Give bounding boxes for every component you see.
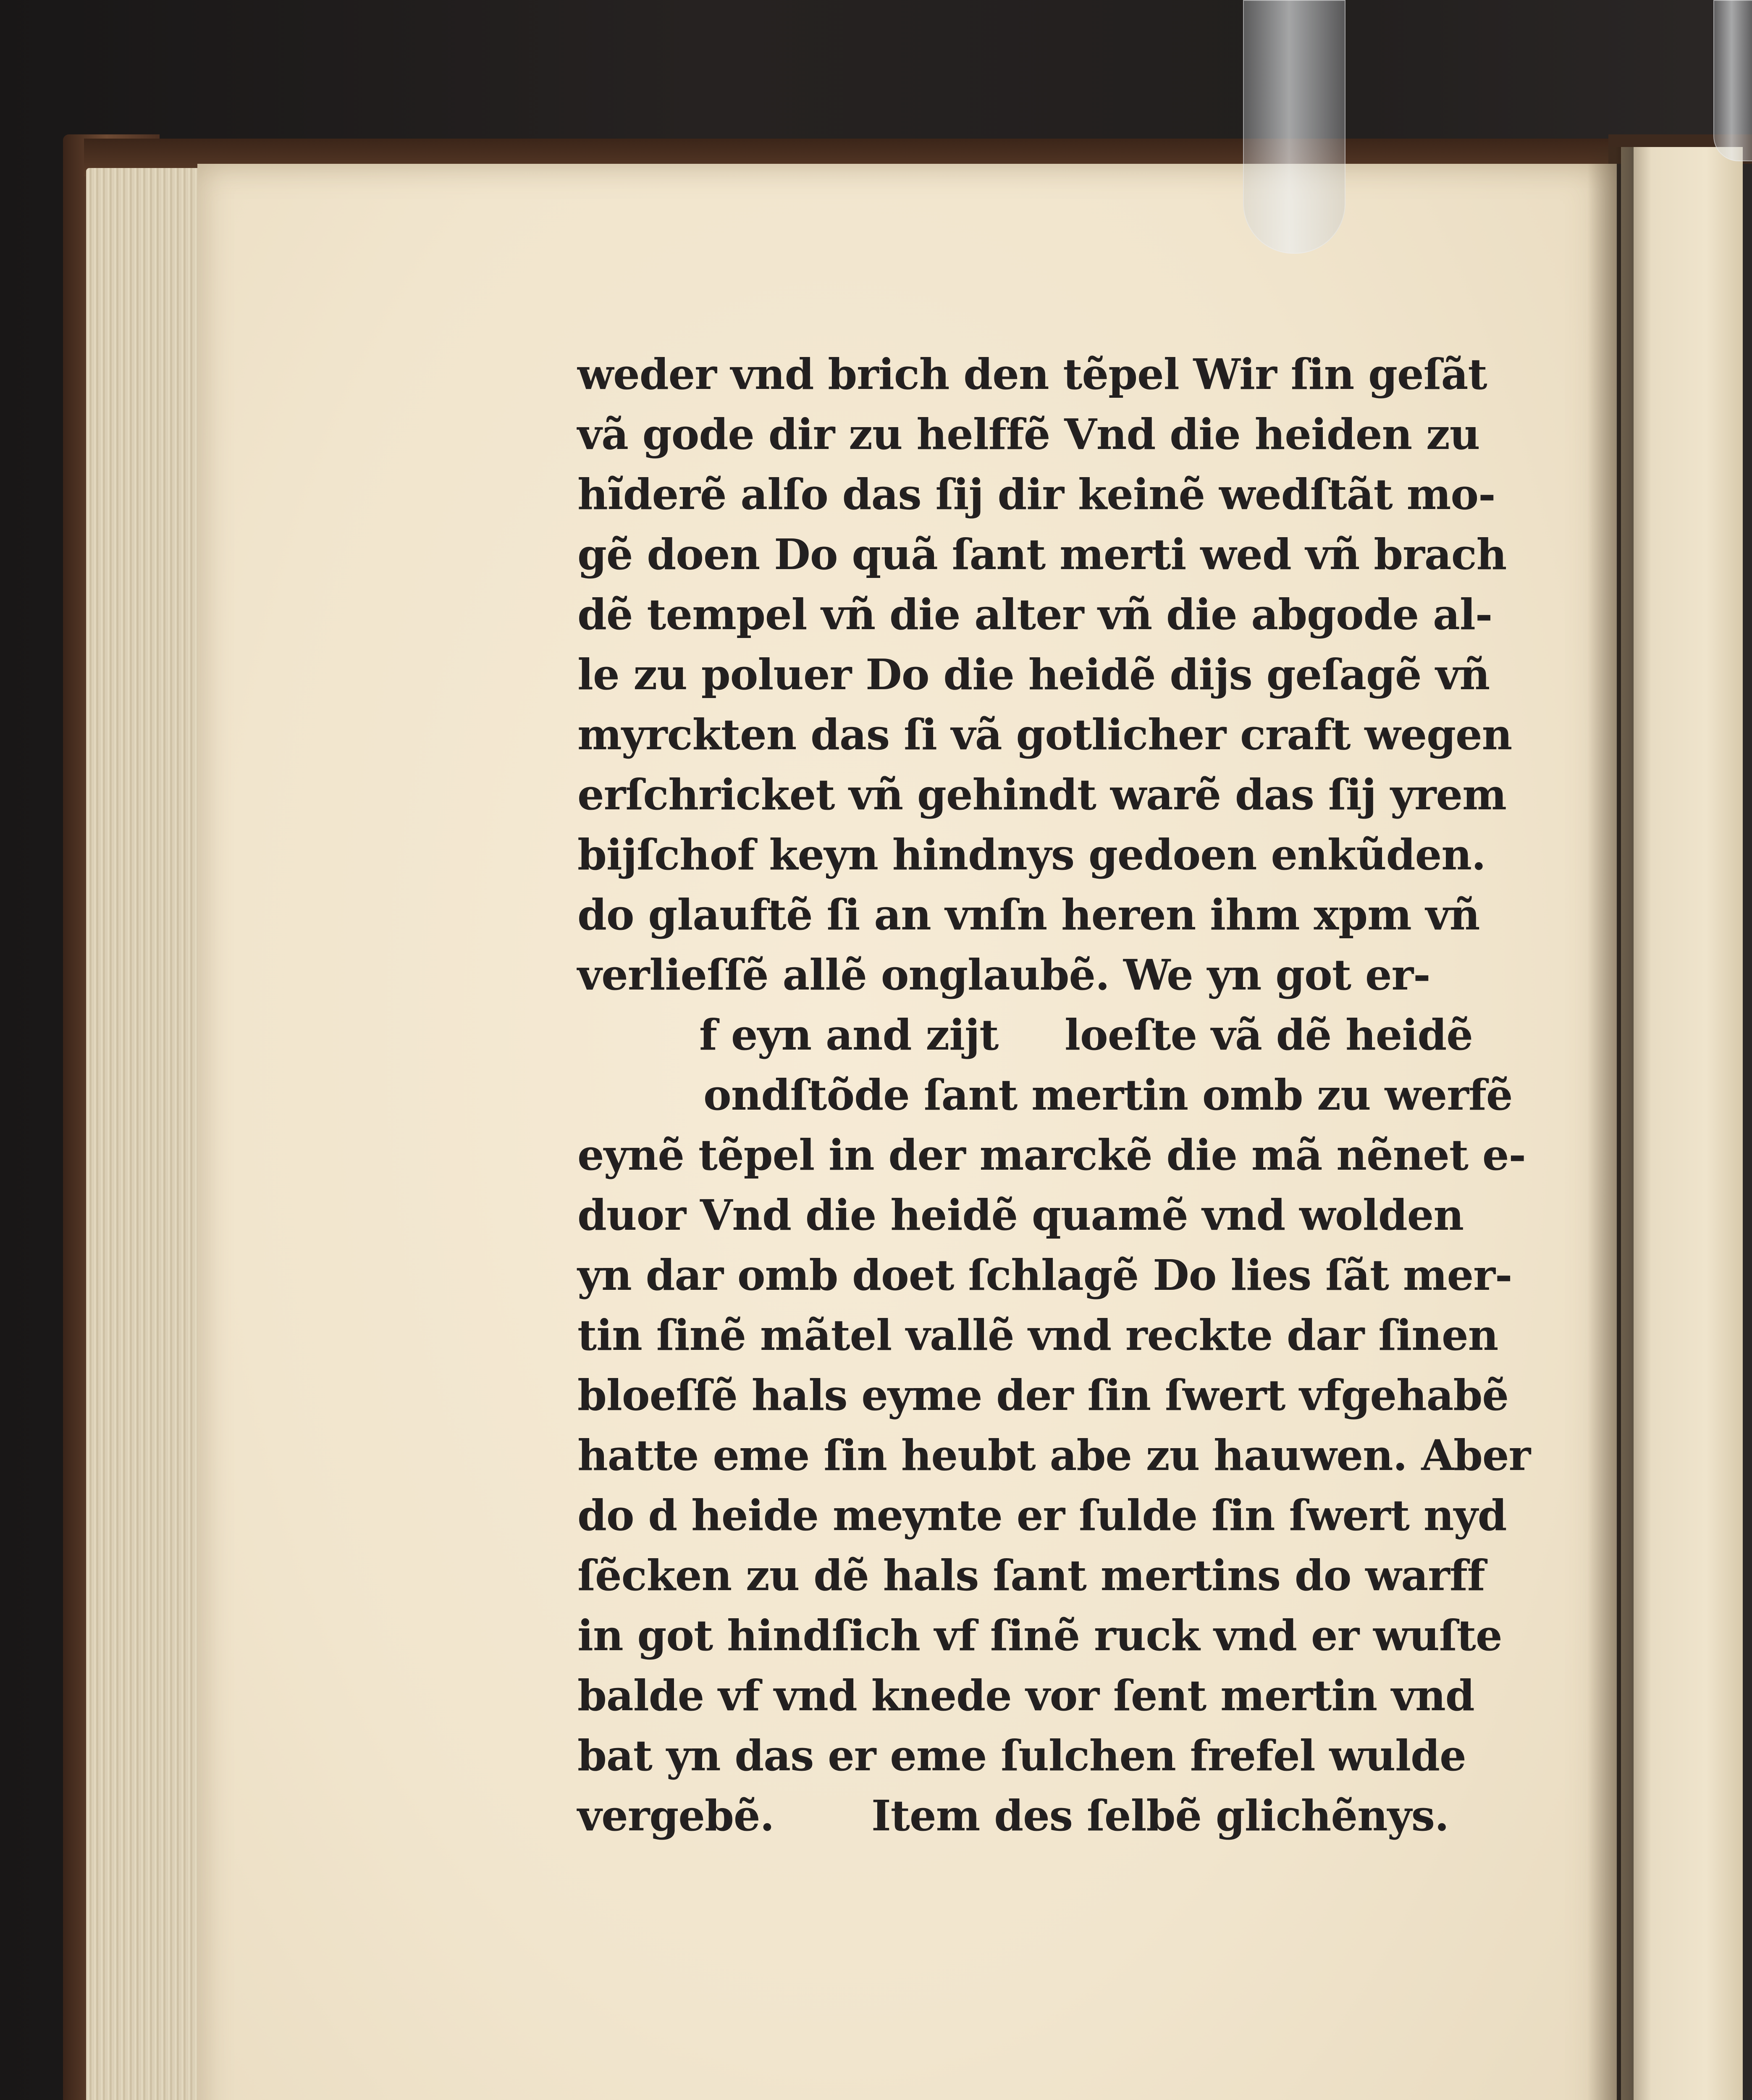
text-line — [577, 765, 1506, 825]
text-segment: verlieſſẽ allẽ onglaubẽ. — [577, 950, 1109, 1000]
text-line — [577, 945, 1472, 1005]
text-line — [577, 344, 1487, 404]
text-segment: bat yn das er eme ſulchen frefel wulde — [577, 1731, 1466, 1780]
text-line — [577, 1125, 1526, 1185]
text-line — [577, 705, 1512, 765]
text-segment: Item des ſelbẽ glichẽnys. — [871, 1791, 1449, 1840]
text-line — [577, 885, 1480, 945]
text-line — [577, 645, 1490, 705]
text-line — [577, 1065, 1513, 1125]
text-segment: erſchricket vñ gehindt warẽ das ſij yrem — [577, 770, 1506, 819]
text-segment: ondſtõde ſant mertin omb zu werfẽ — [703, 1070, 1513, 1120]
text-segment: We yn got er- — [1123, 950, 1430, 1000]
text-line — [577, 1546, 1485, 1606]
text-segment: balde vf vnd knede vor ſent mertin vnd — [577, 1671, 1474, 1720]
text-line — [577, 404, 1480, 465]
text-segment: hĩderẽ alſo das ſij dir keinẽ wedſtãt mo- — [577, 470, 1495, 519]
text-segment: yn dar omb doet ſchlagẽ Do lies ſãt mer- — [577, 1250, 1512, 1300]
text-line — [577, 1305, 1498, 1365]
text-segment: le zu poluer Do die heidẽ dijs geſagẽ vñ — [577, 650, 1490, 699]
text-line — [577, 465, 1495, 525]
text-segment: gẽ doen Do quã ſant merti wed vñ brach — [577, 530, 1507, 579]
gutter-shadow — [1587, 147, 1634, 2100]
text-line — [577, 1425, 1531, 1486]
text-segment: vã gode dir zu helffẽ Vnd die heiden zu — [577, 410, 1480, 459]
text-line — [577, 1486, 1507, 1546]
text-segment: tin ſinẽ mãtel vallẽ vnd reckte dar ſinen — [577, 1310, 1498, 1360]
text-line — [577, 1245, 1512, 1305]
text-segment: duor Vnd die heidẽ quamẽ vnd wolden — [577, 1190, 1464, 1240]
text-line — [577, 585, 1492, 645]
page-edges — [86, 168, 212, 2100]
text-segment: dẽ tempel vñ die alter vñ die abgode al- — [577, 590, 1492, 639]
text-line — [577, 825, 1486, 885]
text-segment: do glauftẽ ſi an vnſn heren ihm xpm vñ — [577, 890, 1480, 940]
text-segment: bloeſſẽ hals eyme der ſin ſwert vfgehabẽ — [577, 1370, 1508, 1420]
text-segment: in got hindſich vf ſinẽ ruck vnd er wuſte — [577, 1611, 1502, 1660]
text-segment: f eyn and zijt — [699, 1010, 999, 1060]
text-segment: hatte eme ſin heubt abe zu hauwen. Aber — [577, 1431, 1531, 1480]
text-line — [577, 1005, 1472, 1065]
text-segment: myrckten das ſi vã gotlicher craft wegen — [577, 710, 1512, 759]
book-clip-right — [1713, 0, 1752, 161]
text-line — [577, 1786, 1472, 1846]
text-line — [577, 1365, 1508, 1425]
text-segment: eynẽ tẽpel in der marckẽ die mã nẽnet e- — [577, 1130, 1526, 1180]
text-segment: do d heide meynte er ſulde ſin ſwert nyd — [577, 1491, 1507, 1540]
facing-page — [1621, 147, 1743, 2100]
text-line — [577, 1666, 1472, 1726]
text-segment: weder vnd brich den tẽpel Wir ſin geſãt — [577, 349, 1487, 399]
text-segment: vergebẽ. — [577, 1791, 774, 1840]
text-line — [577, 525, 1507, 585]
text-line — [577, 1185, 1472, 1245]
text-segment: bijſchof keyn hindnys gedoen enkũden. — [577, 830, 1486, 879]
text-block — [577, 344, 1531, 1846]
text-segment: ſẽcken zu dẽ hals ſant mertins do warff — [577, 1551, 1485, 1600]
text-line — [577, 1726, 1472, 1786]
book-clip-top — [1243, 0, 1345, 254]
text-segment: loeſte vã dẽ heidẽ — [1065, 1010, 1473, 1060]
text-line — [577, 1606, 1502, 1666]
